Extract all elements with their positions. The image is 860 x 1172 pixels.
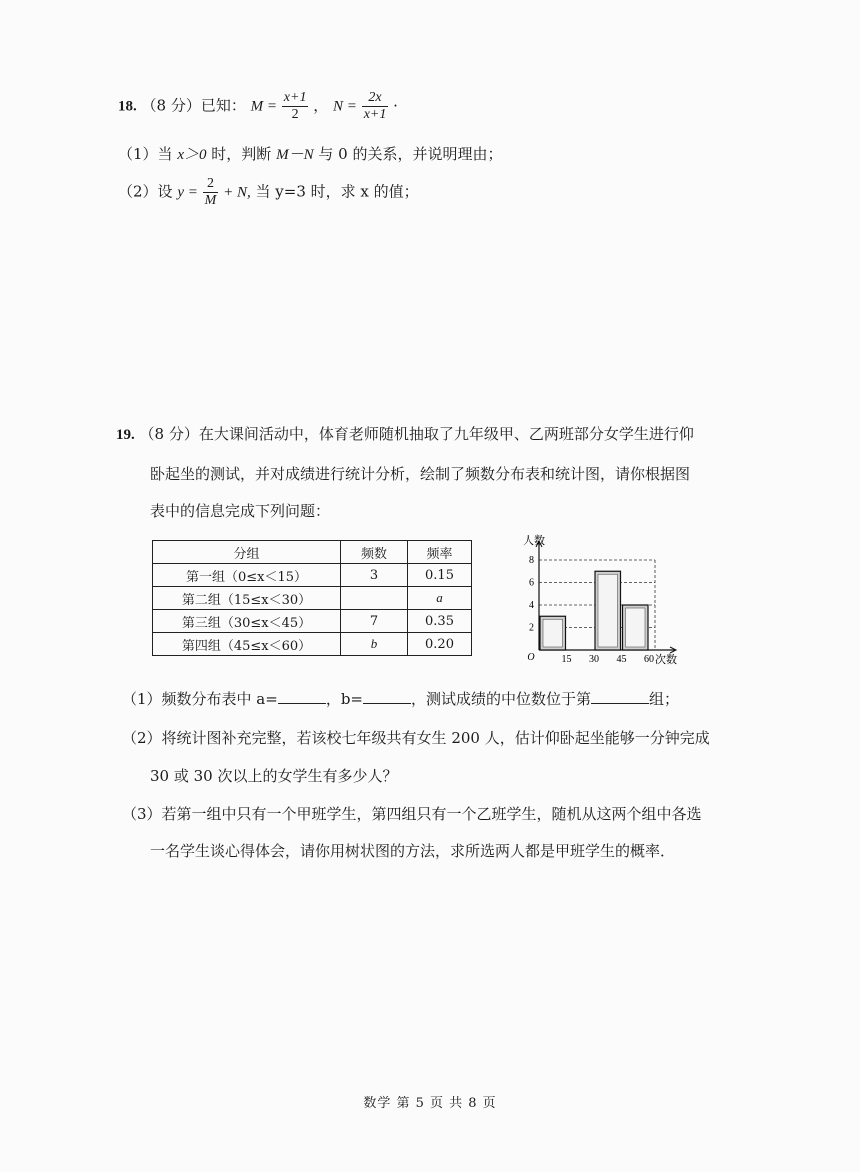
q19-p1-b-label: ，b= <box>325 690 363 708</box>
q18-p2-y: y = <box>177 184 198 201</box>
q18-M-lhs: M = <box>250 98 277 115</box>
table-cell: b <box>341 633 408 656</box>
table-cell: 第四组（45≤x＜60） <box>153 633 341 656</box>
table-row <box>153 633 472 656</box>
q19-part2-line2: 30 或 30 次以上的女学生有多少人？ <box>150 767 398 785</box>
table-cell <box>341 587 408 610</box>
q18-N-fraction <box>362 90 389 123</box>
q18-part2 <box>118 176 419 209</box>
table-cell: 第一组（0≤x＜15） <box>153 564 341 587</box>
x-tick-label: 60 <box>644 654 654 665</box>
table-header-row <box>153 541 472 564</box>
q18-intro: （8 分）已知： <box>141 96 246 115</box>
q18-N-numerator: 2x <box>362 90 389 107</box>
q18-number: 18. <box>118 98 137 115</box>
histogram-bar-texture <box>626 608 646 647</box>
y-tick-label: 8 <box>529 555 534 566</box>
q19-part1 <box>122 688 679 709</box>
q18-separator: ， <box>313 96 329 115</box>
q18-N-denominator: x+1 <box>363 107 387 122</box>
table-cell: 第三组（30≤x＜45） <box>153 610 341 633</box>
q19-p1-median-label: ，测试成绩的中位数位于第 <box>411 690 592 708</box>
table-cell: a <box>408 587 472 610</box>
q19-part2-line1: （2）将统计图补充完整，若该校七年级共有女生 200 人，估计仰卧起坐能够一分钟完成 <box>122 729 710 747</box>
table-cell: 3 <box>341 564 408 587</box>
q18-N-lhs: N = <box>333 98 357 115</box>
table-cell: 0.15 <box>408 564 472 587</box>
table-cell: 0.35 <box>408 610 472 633</box>
q18-p1-prefix: （1）当 <box>118 145 173 163</box>
q19-line2: 卧起坐的测试，并对成绩进行统计分析，绘制了频数分布表和统计图，请你根据图 <box>150 465 691 483</box>
q19-line3: 表中的信息完成下列问题： <box>150 502 331 520</box>
table-row <box>153 587 472 610</box>
y-tick-label: 4 <box>529 600 534 611</box>
q18-end: · <box>393 96 398 115</box>
q19-part3-line2: 一名学生谈心得体会，请你用树状图的方法，求所选两人都是甲班学生的概率． <box>150 842 676 860</box>
table-cell: 7 <box>341 610 408 633</box>
q19-p1-a-label: （1）频数分布表中 a= <box>122 690 278 708</box>
table-row <box>153 610 472 633</box>
y-axis-label: 人数 <box>523 535 545 547</box>
page-footer: 数学 第 5 页 共 8 页 <box>363 1096 497 1111</box>
histogram-bar-texture <box>543 619 563 647</box>
q19-p1-suffix: 组； <box>649 690 680 708</box>
q18-header <box>118 90 398 123</box>
q18-p2-prefix: （2）设 <box>118 182 173 201</box>
q18-p2-numerator: 2 <box>203 176 219 193</box>
answer-blank-a[interactable] <box>278 689 326 704</box>
x-tick-label: 30 <box>589 654 599 665</box>
q19-line1 <box>116 423 694 444</box>
histogram-bar-texture <box>598 574 618 647</box>
table-cell: 第二组（15≤x＜30） <box>153 587 341 610</box>
y-tick-label: 2 <box>529 622 534 634</box>
x-tick-label: 15 <box>561 654 572 665</box>
q18-M-numerator: x+1 <box>283 90 307 105</box>
table-header: 分组 <box>153 541 341 564</box>
q18-p2-suffix: 当 y=3 时，求 x 的值； <box>255 182 419 201</box>
table-row <box>153 564 472 587</box>
q18-p2-fraction <box>203 176 219 209</box>
q18-p2-denominator: M <box>204 193 217 208</box>
table-cell: 0.20 <box>408 633 472 656</box>
q18-p1-mid: 时，判断 <box>211 145 272 163</box>
table-header: 频数 <box>341 541 408 564</box>
q18-p1-expression: M－N <box>276 147 314 163</box>
q19-part3-line1: （3）若第一组中只有一个甲班学生，第四组只有一个乙班学生，随机从这两个组中各选 <box>122 805 702 823</box>
q19-line1-text: （8 分）在大课间活动中，体育老师随机抽取了九年级甲、乙两班部分女学生进行仰 <box>139 425 694 443</box>
q19-number: 19. <box>116 427 135 443</box>
q18-part1 <box>118 143 502 164</box>
answer-blank-group[interactable] <box>591 689 649 704</box>
y-tick-label: 6 <box>529 577 534 589</box>
x-tick-label: 45 <box>616 654 627 665</box>
frequency-table <box>152 540 472 656</box>
q18-p1-suffix: 与 0 的关系，并说明理由； <box>318 145 503 163</box>
origin-label: O <box>527 652 535 663</box>
q18-M-fraction <box>282 90 309 123</box>
q18-p2-plus: + N, <box>223 184 251 201</box>
x-axis-label: 次数 <box>655 654 677 666</box>
histogram-chart <box>515 532 685 668</box>
q18-p1-condition: x＞0 <box>177 147 207 163</box>
table-header: 频率 <box>408 541 472 564</box>
q18-M-denominator: 2 <box>291 107 299 122</box>
answer-blank-b[interactable] <box>363 689 411 704</box>
